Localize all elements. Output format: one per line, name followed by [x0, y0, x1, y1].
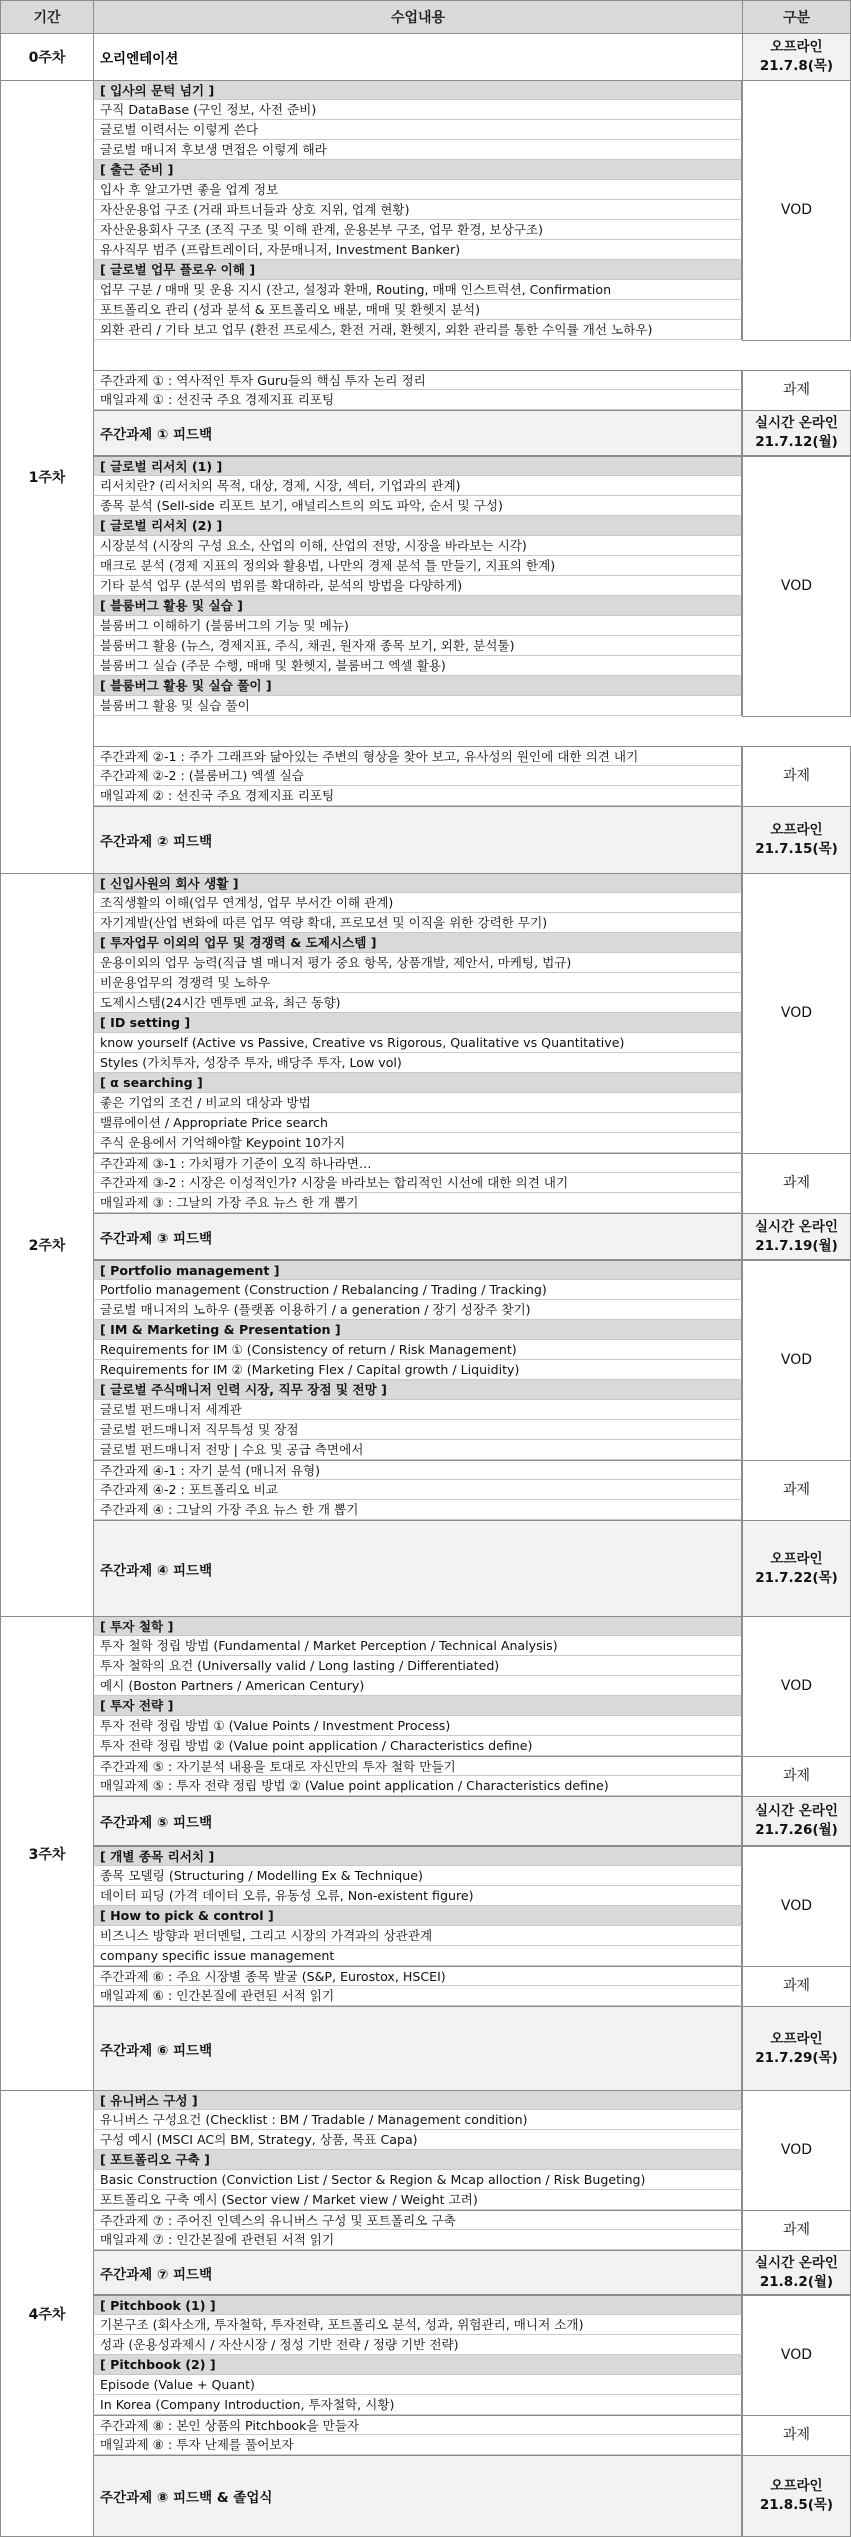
orientation-title: 오리엔테이션: [93, 33, 743, 81]
lesson-line: 자기계발(산업 변화에 따른 업무 역량 확대, 프로모션 및 이직을 위한 강력한 무기): [93, 913, 742, 933]
type-assignment: [742, 1460, 851, 1521]
type-text: VOD: [780, 1898, 813, 1914]
week3-label: 3주차: [0, 1616, 94, 2091]
lesson-line: 유사직무 범주 (프랍트레이더, 자문매니저, Investment Banker): [93, 240, 742, 260]
section-heading: [ IM & Marketing & Presentation ]: [93, 1320, 742, 1340]
lesson-line: 투자 전략 정립 방법 ① (Value Points / Investment Process): [93, 1716, 742, 1736]
section-heading: [ 투자 철학 ]: [93, 1616, 742, 1636]
type-text: 실시간 온라인: [755, 1803, 838, 1819]
type-vod: [742, 1616, 851, 1757]
type-text: 오프라인: [770, 822, 823, 838]
section-heading: [ 투자업무 이외의 업무 및 경쟁력 & 도제시스템 ]: [93, 933, 742, 953]
section-heading: [ 글로벌 리서치 (2) ]: [93, 516, 742, 536]
lesson-line: 자산운용회사 구조 (조직 구조 및 이해 관계, 운용본부 구조, 업무 환경, 보상구조): [93, 220, 742, 240]
lesson-line: 운용이외의 업무 능력(직급 별 매니저 평가 중요 항목, 상품개발, 제안서, 마케팅, 법규): [93, 953, 742, 973]
feedback-row: 주간과제 ② 피드백: [93, 806, 742, 874]
assignment-line: 매일과제 ⑦ : 인간본질에 관련된 서적 읽기: [93, 2230, 742, 2250]
lesson-line: 외환 관리 / 기타 보고 업무 (환전 프로세스, 환전 거래, 환헷지, 외환 관리를 통한 수익률 개선 노하우): [93, 320, 742, 340]
type-text: VOD: [780, 2142, 813, 2158]
lesson-line: Requirements for IM ① (Consistency of return / Risk Management): [93, 1340, 742, 1360]
type-text: VOD: [780, 1352, 813, 1368]
type-session: [742, 1520, 851, 1617]
type-text: 과제: [782, 1768, 811, 1784]
type-vod: [742, 1846, 851, 1967]
section-heading: [ 투자 전략 ]: [93, 1696, 742, 1716]
lesson-line: 블룸버그 실습 (주문 수행, 매매 및 환헷지, 블룸버그 엑셀 활용): [93, 656, 742, 676]
type-text: 과제: [782, 1175, 811, 1191]
section-heading: [ 글로벌 업무 플로우 이해 ]: [93, 260, 742, 280]
section-heading: [ Pitchbook (1) ]: [93, 2295, 742, 2315]
lesson-line: 비즈니스 방향과 펀더멘털, 그리고 시장의 가격과의 상관관계: [93, 1926, 742, 1946]
lesson-line: Basic Construction (Conviction List / Sector & Region & Mcap alloction / Risk Bugeting): [93, 2170, 742, 2190]
lesson-line: 글로벌 매니저의 노하우 (플랫폼 이용하기 / a generation / 장기 성장주 찾기): [93, 1300, 742, 1320]
feedback-row: 주간과제 ⑥ 피드백: [93, 2006, 742, 2091]
type-text: VOD: [780, 578, 813, 594]
feedback-row: 주간과제 ⑤ 피드백: [93, 1796, 742, 1846]
assignment-line: 주간과제 ⑦ : 주어진 인덱스의 유니버스 구성 및 포트폴리오 구축: [93, 2210, 742, 2230]
section-heading: [ Pitchbook (2) ]: [93, 2355, 742, 2375]
lesson-line: 업무 구분 / 매매 및 운용 지시 (잔고, 설정과 환매, Routing, 매매 인스트럭션, Confirmation: [93, 280, 742, 300]
lesson-line: 매크로 분석 (경제 지표의 정의와 활용법, 나만의 경제 분석 틀 만들기, 지표의 한계): [93, 556, 742, 576]
type-session: [742, 806, 851, 874]
lesson-line: 글로벌 이력서는 이렇게 쓴다: [93, 120, 742, 140]
type-assignment: [742, 746, 851, 807]
lesson-line: 좋은 기업의 조건 / 비교의 대상과 방법: [93, 1093, 742, 1113]
type-text: 오프라인: [770, 2478, 823, 2494]
section-heading: [ 글로벌 주식매니저 인력 시장, 직무 장점 및 전망 ]: [93, 1380, 742, 1400]
type-text: VOD: [780, 2347, 813, 2363]
section-heading: [ 블룸버그 활용 및 실습 풀이 ]: [93, 676, 742, 696]
assignment-line: 매일과제 ① : 선진국 주요 경제지표 리포팅: [93, 390, 742, 410]
lesson-line: 블룸버그 활용 (뉴스, 경제지표, 주식, 채권, 원자재 종목 보기, 외환, 분석툴): [93, 636, 742, 656]
lesson-line: In Korea (Company Introduction, 투자철학, 시황): [93, 2395, 742, 2415]
feedback-row: 주간과제 ⑦ 피드백: [93, 2250, 742, 2295]
lesson-line: 도제시스템(24시간 멘투멘 교육, 최근 동향): [93, 993, 742, 1013]
lesson-line: 비운용업무의 경쟁력 및 노하우: [93, 973, 742, 993]
week1-label: 1주차: [0, 80, 94, 874]
lesson-line: 포트폴리오 관리 (성과 분석 & 포트폴리오 배분, 매매 및 환헷지 분석): [93, 300, 742, 320]
type-text: 실시간 온라인: [755, 415, 838, 431]
assignment-line: 주간과제 ④-2 : 포트폴리오 비교: [93, 1480, 742, 1500]
lesson-line: 글로벌 펀드매니저 전망 | 수요 및 공급 측면에서: [93, 1440, 742, 1460]
type-vod: [742, 1260, 851, 1461]
section-heading: [ α searching ]: [93, 1073, 742, 1093]
lesson-line: company specific issue management: [93, 1946, 742, 1966]
assignment-line: 주간과제 ⑧ : 본인 상품의 Pitchbook을 만들자: [93, 2415, 742, 2435]
assignment-line: 주간과제 ③-1 : 가치평가 기준이 오직 하나라면…: [93, 1153, 742, 1173]
type-text: 과제: [782, 2222, 811, 2238]
section-heading: [ 글로벌 리서치 (1) ]: [93, 456, 742, 476]
assignment-line: 매일과제 ⑥ : 인간본질에 관련된 서적 읽기: [93, 1986, 742, 2006]
lesson-line: 블룸버그 이해하기 (블룸버그의 기능 및 메뉴): [93, 616, 742, 636]
assignment-line: 주간과제 ⑤ : 자기분석 내용을 토대로 자신만의 투자 철학 만들기: [93, 1756, 742, 1776]
type-text: 과제: [782, 1482, 811, 1498]
assignment-line: 매일과제 ② : 선진국 주요 경제지표 리포팅: [93, 786, 742, 806]
lesson-line: Styles (가치투자, 성장주 투자, 배당주 투자, Low vol): [93, 1053, 742, 1073]
assignment-line: 주간과제 ④-1 : 자기 분석 (매니저 유형): [93, 1460, 742, 1480]
type-vod: [742, 873, 851, 1154]
type-text: 과제: [782, 768, 811, 784]
section-heading: [ 신입사원의 회사 생활 ]: [93, 873, 742, 893]
lesson-line: 투자 철학의 요건 (Universally valid / Long lasting / Differentiated): [93, 1656, 742, 1676]
assignment-line: 주간과제 ②-2 : (블룸버그) 엑셀 실습: [93, 766, 742, 786]
date-text: 21.7.12(월): [755, 434, 838, 450]
type-text: VOD: [780, 1678, 813, 1694]
section-heading: [ 개별 종목 리서치 ]: [93, 1846, 742, 1866]
date-text: 21.8.2(월): [759, 2273, 834, 2290]
section-heading: [ 출근 준비 ]: [93, 160, 742, 180]
feedback-row: 주간과제 ④ 피드백: [93, 1520, 742, 1617]
assignment-line: 주간과제 ① : 역사적인 투자 Guru들의 핵심 투자 논리 정리: [93, 370, 742, 390]
assignment-line: 주간과제 ②-1 : 주가 그래프와 닮아있는 주변의 형상을 찾아 보고, 유사성의 원인에 대한 의견 내기: [93, 746, 742, 766]
section-heading: [ 포트폴리오 구축 ]: [93, 2150, 742, 2170]
type-text: VOD: [780, 1005, 813, 1021]
section-heading: [ Portfolio management ]: [93, 1260, 742, 1280]
type-text: 오프라인: [770, 39, 823, 55]
type-text: 실시간 온라인: [755, 2254, 838, 2271]
lesson-line: 입사 후 알고가면 좋을 업계 정보: [93, 180, 742, 200]
lesson-line: 예시 (Boston Partners / American Century): [93, 1676, 742, 1696]
type-session: [742, 2006, 851, 2091]
orientation-type: [742, 33, 851, 81]
lesson-line: 성과 (운용성과제시 / 자산시장 / 정성 기반 전략 / 정량 기반 전략): [93, 2335, 742, 2355]
type-session: [742, 2250, 851, 2295]
lesson-line: 종목 분석 (Sell-side 리포트 보기, 애널리스트의 의도 파악, 순서 및 구성): [93, 496, 742, 516]
date-text: 21.8.5(목): [759, 2497, 834, 2513]
type-session: [742, 410, 851, 456]
assignment-line: 주간과제 ③-2 : 시장은 이성적인가? 시장을 바라보는 합리적인 시선에 대한 의견 내기: [93, 1173, 742, 1193]
lesson-line: 포트폴리오 구축 예시 (Sector view / Market view / Weight 고려): [93, 2190, 742, 2210]
lesson-line: 기본구조 (회사소개, 투자철학, 투자전략, 포트폴리오 분석, 성과, 위험관리, 매니저 소개): [93, 2315, 742, 2335]
lesson-line: know yourself (Active vs Passive, Creative vs Rigorous, Qualitative vs Quantitative): [93, 1033, 742, 1053]
week4-label: 4주차: [0, 2090, 94, 2537]
lesson-line: 조직생활의 이해(업무 연계성, 업무 부서간 이해 관계): [93, 893, 742, 913]
lesson-line: 투자 철학 정립 방법 (Fundamental / Market Perception / Technical Analysis): [93, 1636, 742, 1656]
lesson-line: 데이터 피딩 (가격 데이터 오류, 유동성 오류, Non-existent figure): [93, 1886, 742, 1906]
lesson-line: 글로벌 펀드매니저 세계관: [93, 1400, 742, 1420]
header-type: 구분: [742, 0, 851, 34]
lesson-line: 글로벌 펀드매니저 직무특성 및 장점: [93, 1420, 742, 1440]
date-text: 21.7.26(월): [755, 1822, 838, 1838]
type-session: [742, 1213, 851, 1260]
section-heading: [ ID setting ]: [93, 1013, 742, 1033]
feedback-row: 주간과제 ① 피드백: [93, 410, 742, 456]
type-vod: [742, 80, 851, 341]
section-heading: [ 유니버스 구성 ]: [93, 2090, 742, 2110]
lesson-line: Requirements for IM ② (Marketing Flex / Capital growth / Liquidity): [93, 1360, 742, 1380]
lesson-line: 자산운용업 구조 (거래 파트너들과 상호 지위, 업계 현황): [93, 200, 742, 220]
week2-label: 2주차: [0, 873, 94, 1617]
type-assignment: [742, 1966, 851, 2007]
type-text: 과제: [782, 1978, 811, 1994]
feedback-row: 주간과제 ⑧ 피드백 & 졸업식: [93, 2455, 742, 2537]
week0-label: 0주차: [0, 33, 94, 81]
type-session: [742, 1796, 851, 1846]
type-assignment: [742, 2210, 851, 2251]
type-text: 오프라인: [770, 2030, 823, 2047]
type-assignment: [742, 370, 851, 411]
assignment-line: 매일과제 ③ : 그날의 가장 주요 뉴스 한 개 뽑기: [93, 1193, 742, 1213]
lesson-line: 시장분석 (시장의 구성 요소, 산업의 이해, 산업의 전망, 시장을 바라보는 시각): [93, 536, 742, 556]
lesson-line: 주식 운용에서 기억해야할 Keypoint 10가지: [93, 1133, 742, 1153]
lesson-line: 기타 분석 업무 (분석의 범위를 확대하라, 분석의 방법을 다양하게): [93, 576, 742, 596]
type-vod: [742, 2295, 851, 2416]
type-text: VOD: [780, 202, 813, 218]
type-vod: [742, 2090, 851, 2211]
type-assignment: [742, 2415, 851, 2456]
assignment-line: 매일과제 ⑤ : 투자 전략 정립 방법 ② (Value point application / Characteristics define): [93, 1776, 742, 1796]
lesson-line: 구직 DataBase (구인 정보, 사전 준비): [93, 100, 742, 120]
assignment-line: 주간과제 ④ : 그날의 가장 주요 뉴스 한 개 뽑기: [93, 1500, 742, 1520]
lesson-line: 밸류에이션 / Appropriate Price search: [93, 1113, 742, 1133]
lesson-line: 투자 전략 정립 방법 ② (Value point application / Characteristics define): [93, 1736, 742, 1756]
date-text: 21.7.19(월): [755, 1237, 838, 1254]
header-period: 기간: [0, 0, 94, 34]
type-text: 과제: [782, 382, 811, 398]
lesson-line: Episode (Value + Quant): [93, 2375, 742, 2395]
section-heading: [ How to pick & control ]: [93, 1906, 742, 1926]
date-text: 21.7.22(목): [755, 1569, 838, 1586]
type-text: 오프라인: [770, 1550, 823, 1567]
lesson-line: 유니버스 구성요건 (Checklist : BM / Tradable / Management condition): [93, 2110, 742, 2130]
lesson-line: 글로벌 매니저 후보생 면접은 이렇게 해라: [93, 140, 742, 160]
type-assignment: [742, 1153, 851, 1214]
date-text: 21.7.15(목): [755, 841, 838, 857]
section-heading: [ 블룸버그 활용 및 실습 ]: [93, 596, 742, 616]
section-heading: [ 입사의 문턱 넘기 ]: [93, 80, 742, 100]
lesson-line: 블룸버그 활용 및 실습 풀이: [93, 696, 742, 716]
lesson-line: Portfolio management (Construction / Rebalancing / Trading / Tracking): [93, 1280, 742, 1300]
date-text: 21.7.29(목): [755, 2049, 838, 2066]
assignment-line: 주간과제 ⑥ : 주요 시장별 종목 발굴 (S&P, Eurostox, HSCEI): [93, 1966, 742, 1986]
lesson-line: 구성 예시 (MSCI AC의 BM, Strategy, 상품, 목표 Capa): [93, 2130, 742, 2150]
lesson-line: 종목 모델링 (Structuring / Modelling Ex & Technique): [93, 1866, 742, 1886]
type-assignment: [742, 1756, 851, 1797]
date-text: 21.7.8(목): [759, 58, 834, 74]
header-content: 수업내용: [93, 0, 743, 34]
type-session: [742, 2455, 851, 2537]
lesson-line: 리서치란? (리서치의 목적, 대상, 경제, 시장, 섹터, 기업과의 관계): [93, 476, 742, 496]
type-text: 과제: [782, 2427, 811, 2443]
type-vod: [742, 456, 851, 717]
feedback-row: 주간과제 ③ 피드백: [93, 1213, 742, 1260]
type-text: 실시간 온라인: [755, 1218, 838, 1235]
assignment-line: 매일과제 ⑧ : 투자 난제를 풀어보자: [93, 2435, 742, 2455]
